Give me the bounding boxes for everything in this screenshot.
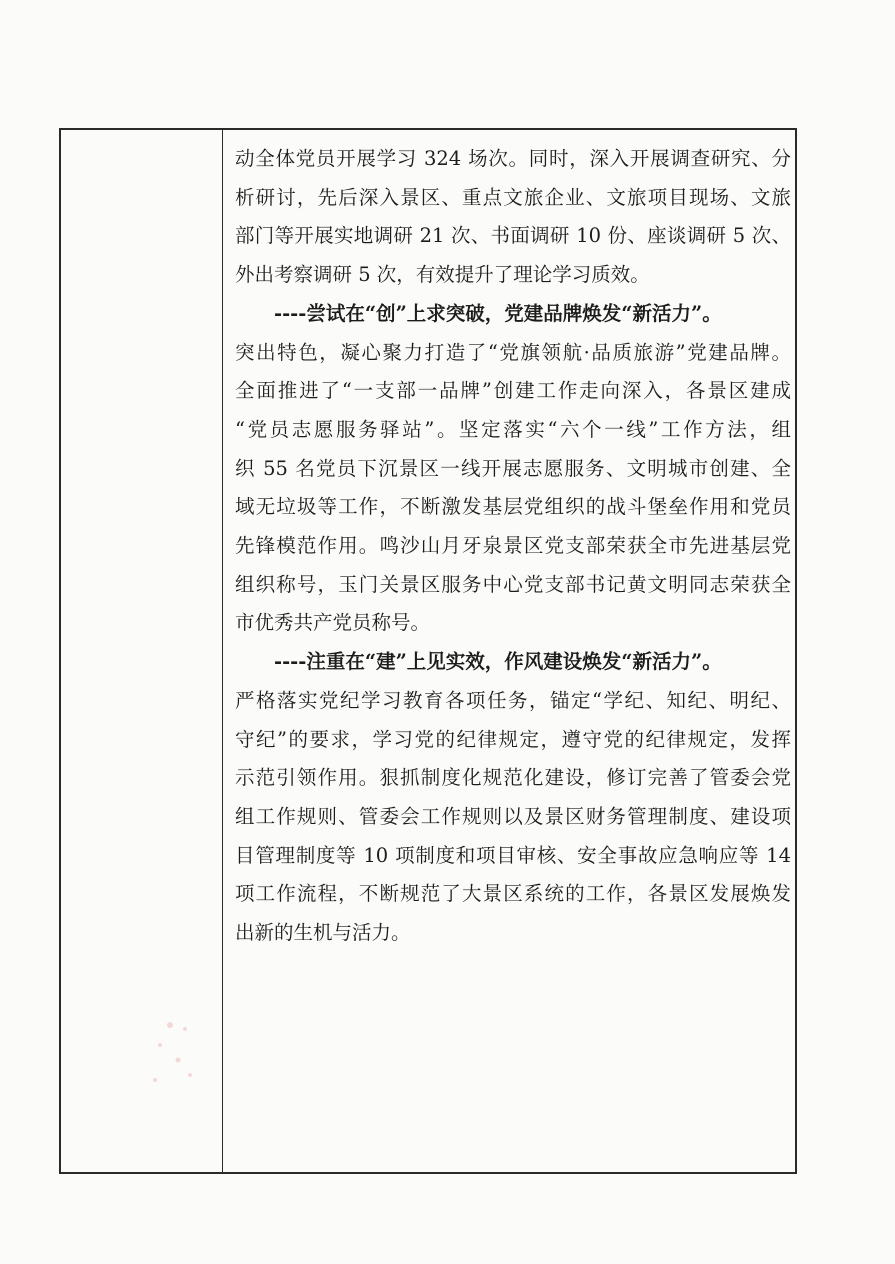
- text-line: 突出特色，凝心聚力打造了“党旗领航·品质旅游”党建品牌。: [235, 340, 791, 364]
- section-heading-build: ----注重在“建”上见实效，作风建设焕发“新活力”。: [274, 650, 722, 674]
- text-line: 组织称号，玉门关景区服务中心党支部书记黄文明同志荣获全: [235, 572, 791, 596]
- text-line: 目管理制度等 10 项制度和项目审核、安全事故应急响应等 14: [235, 843, 791, 867]
- text-line: 市优秀共产党员称号。: [235, 611, 431, 635]
- text-line: “党员志愿服务驿站”。坚定落实“六个一线”工作方法，组: [235, 417, 791, 441]
- section-heading-create: ----尝试在“创”上求突破，党建品牌焕发“新活力”。: [274, 301, 722, 325]
- paragraph-1: [235, 140, 791, 295]
- text-line: 织 55 名党员下沉景区一线开展志愿服务、文明城市创建、全: [235, 456, 791, 480]
- text-line: 组工作规则、管委会工作规则以及景区财务管理制度、建设项: [235, 804, 791, 828]
- faint-stamp-mark: [140, 1005, 210, 1095]
- text-line: 严格落实党纪学习教育各项任务，锚定“学纪、知纪、明纪、: [235, 688, 791, 712]
- paragraph-2: [235, 334, 791, 644]
- text-line: 示范引领作用。狠抓制度化规范化建设，修订完善了管委会党: [235, 766, 791, 790]
- text-line: 析研讨，先后深入景区、重点文旅企业、文旅项目现场、文旅: [235, 185, 791, 209]
- text-line: 动全体党员开展学习 324 场次。同时，深入开展调查研究、分: [235, 147, 791, 170]
- table-content-cell: [235, 140, 791, 953]
- text-line: 项工作流程，不断规范了大景区系统的工作，各景区发展焕发: [235, 882, 791, 906]
- text-line: 出新的生机与活力。: [235, 921, 411, 945]
- text-line: 守纪”的要求，学习党的纪律规定，遵守党的纪律规定，发挥: [235, 727, 791, 751]
- paragraph-3: [235, 682, 791, 953]
- text-line: 先锋模范作用。鸣沙山月牙泉景区党支部荣获全市先进基层党: [235, 534, 791, 558]
- text-line: 外出考察调研 5 次，有效提升了理论学习质效。: [235, 263, 650, 287]
- text-line: 域无垃圾等工作，不断激发基层党组织的战斗堡垒作用和党员: [235, 495, 791, 519]
- text-line: 全面推进了“一支部一品牌”创建工作走向深入，各景区建成: [235, 379, 791, 403]
- text-line: 部门等开展实地调研 21 次、书面调研 10 份、座谈调研 5 次、: [235, 224, 791, 248]
